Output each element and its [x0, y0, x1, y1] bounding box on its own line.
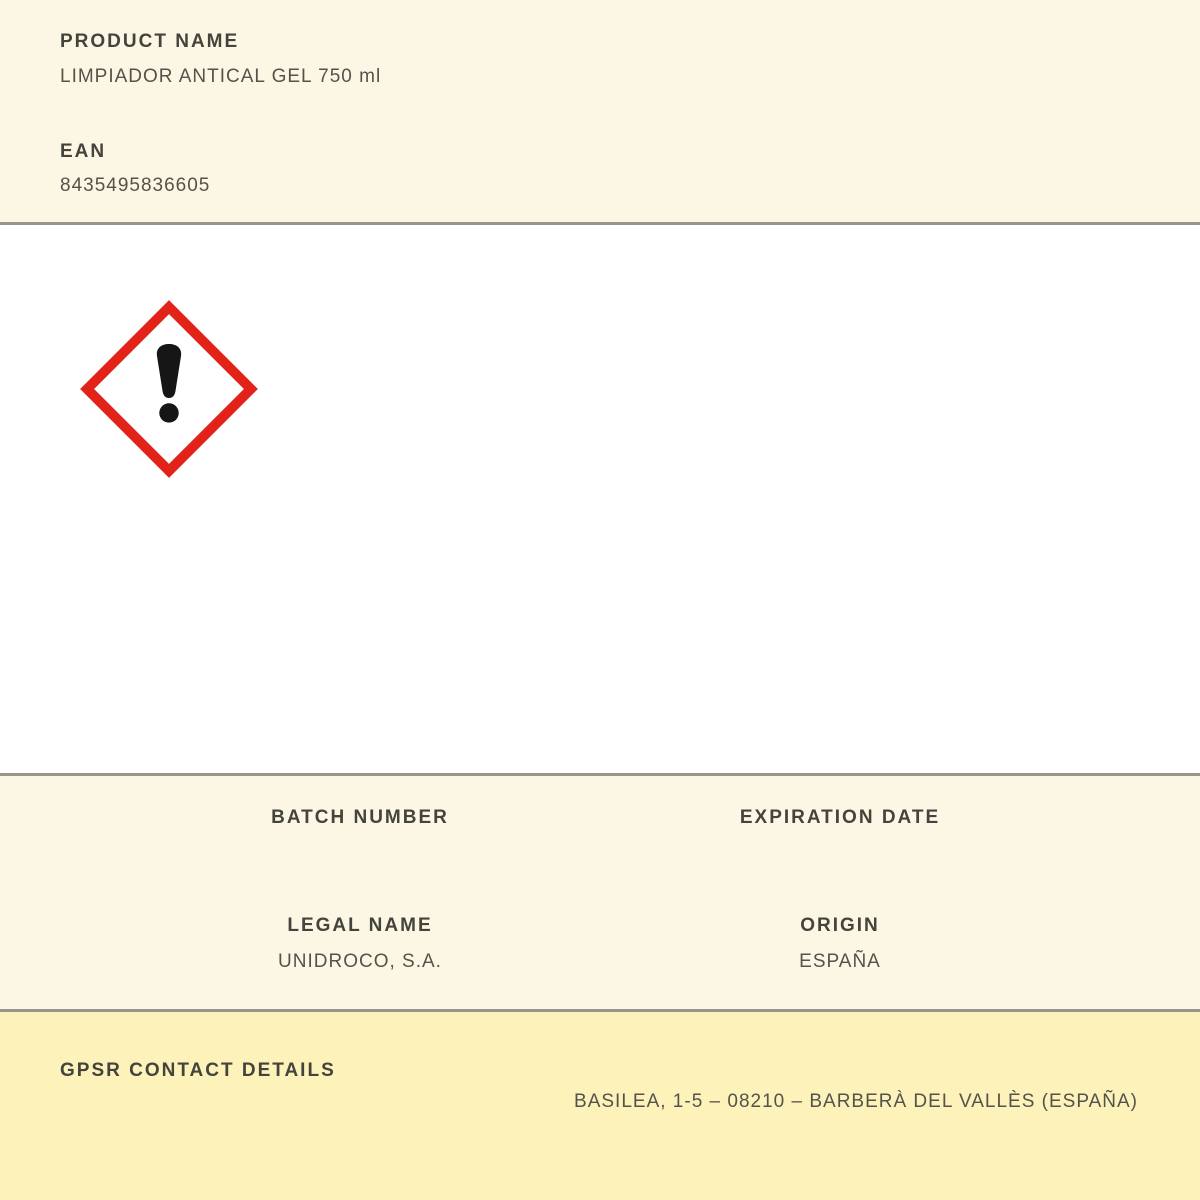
product-identity-section: [0, 0, 1200, 222]
gpsr-contact-address: BASILEA, 1-5 – 08210 – BARBERÀ DEL VALLÈS (ESPAÑA): [574, 1091, 1138, 1112]
gpsr-contact-label: GPSR CONTACT DETAILS: [60, 1060, 336, 1081]
ean-value: 8435495836605: [60, 175, 211, 196]
product-name-label: PRODUCT NAME: [60, 31, 240, 52]
hazard-pictogram-section: [0, 225, 1200, 773]
origin-label: ORIGIN: [800, 915, 880, 936]
expiration-date-label: EXPIRATION DATE: [739, 807, 941, 828]
origin-value: ESPAÑA: [799, 951, 881, 972]
details-grid: [120, 807, 1080, 972]
ean-label: EAN: [60, 141, 107, 162]
legal-name-value: UNIDROCO, S.A.: [278, 951, 442, 972]
batch-number-label: BATCH NUMBER: [271, 807, 449, 828]
ghs-exclamation-warning-icon: [79, 297, 259, 481]
gpsr-contact-section: [0, 1012, 1200, 1200]
product-name-value: LIMPIADOR ANTICAL GEL 750 ml: [60, 66, 382, 87]
details-section: [0, 776, 1200, 1009]
legal-name-label: LEGAL NAME: [287, 915, 433, 936]
